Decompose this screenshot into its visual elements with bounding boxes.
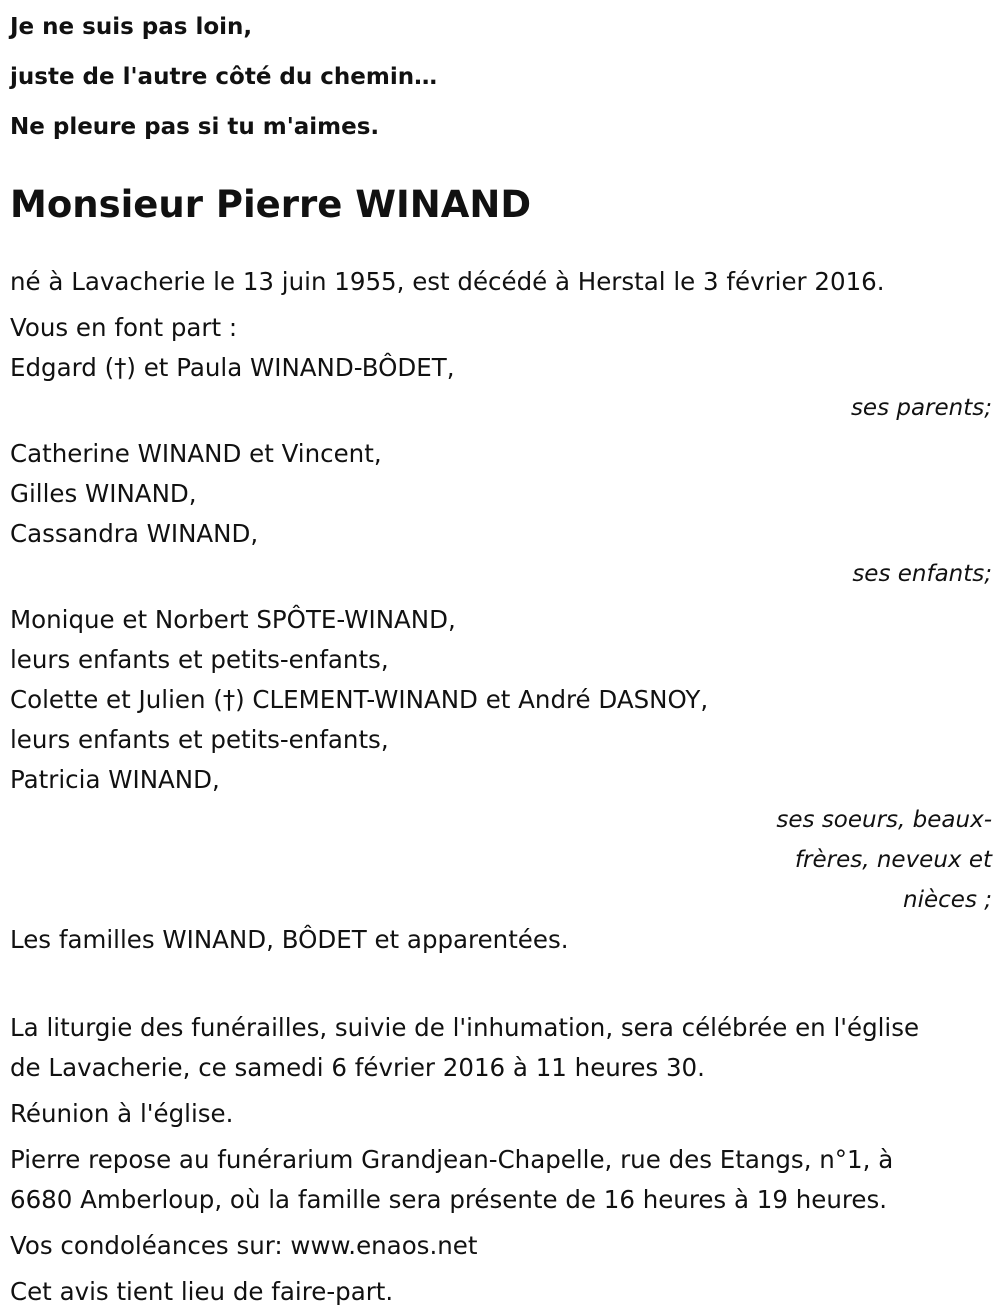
family-line: Edgard (†) et Paula WINAND-BÔDET,: [10, 353, 455, 382]
family-role-line: frères, neveux et: [794, 847, 992, 873]
meeting-line: Réunion à l'église.: [10, 1099, 234, 1128]
liturgy-line: La liturgie des funérailles, suivie de l'inhumation, sera célébrée en l'église: [10, 1013, 920, 1042]
notice-line: Cet avis tient lieu de faire-part.: [10, 1277, 394, 1306]
family-line: Gilles WINAND,: [10, 479, 197, 508]
birth-death-line: né à Lavacherie le 13 juin 1955, est décédé à Herstal le 3 février 2016.: [10, 267, 885, 296]
poem-line: juste de l'autre côté du chemin…: [10, 64, 438, 90]
parents-group: [10, 348, 992, 428]
family-line: Catherine WINAND et Vincent,: [10, 439, 382, 468]
family-role-line: ses soeurs, beaux-: [776, 807, 992, 833]
rest-paragraph: [10, 1140, 992, 1220]
family-line: leurs enfants et petits-enfants,: [10, 725, 389, 754]
siblings-group: [10, 600, 992, 920]
rest-line: 6680 Amberloup, où la famille sera présente de 16 heures à 19 heures.: [10, 1185, 888, 1214]
families-line: Les familles WINAND, BÔDET et apparentées.: [10, 925, 569, 954]
poem-line: Je ne suis pas loin,: [10, 14, 253, 40]
poem: [10, 2, 992, 152]
family-line: Cassandra WINAND,: [10, 519, 259, 548]
family-line: Patricia WINAND,: [10, 765, 220, 794]
rest-line: Pierre repose au funérarium Grandjean-Chapelle, rue des Etangs, n°1, à: [10, 1145, 894, 1174]
family-line: Colette et Julien (†) CLEMENT-WINAND et André DASNOY,: [10, 685, 709, 714]
family-line: leurs enfants et petits-enfants,: [10, 645, 389, 674]
poem-line: Ne pleure pas si tu m'aimes.: [10, 114, 380, 140]
obituary-notice: [10, 0, 992, 1312]
family-line: Monique et Norbert SPÔTE-WINAND,: [10, 605, 456, 634]
announce-intro: Vous en font part :: [10, 313, 238, 342]
liturgy-paragraph: [10, 1008, 992, 1088]
family-role-line: nièces ;: [903, 887, 992, 913]
condolences-line: Vos condoléances sur: www.enaos.net: [10, 1231, 478, 1260]
family-role: [10, 800, 992, 920]
deceased-name: Monsieur Pierre WINAND: [10, 183, 532, 226]
family-role: ses enfants;: [852, 561, 992, 587]
children-group: [10, 434, 992, 594]
family-role: ses parents;: [850, 395, 992, 421]
liturgy-line: de Lavacherie, ce samedi 6 février 2016 à 11 heures 30.: [10, 1053, 705, 1082]
